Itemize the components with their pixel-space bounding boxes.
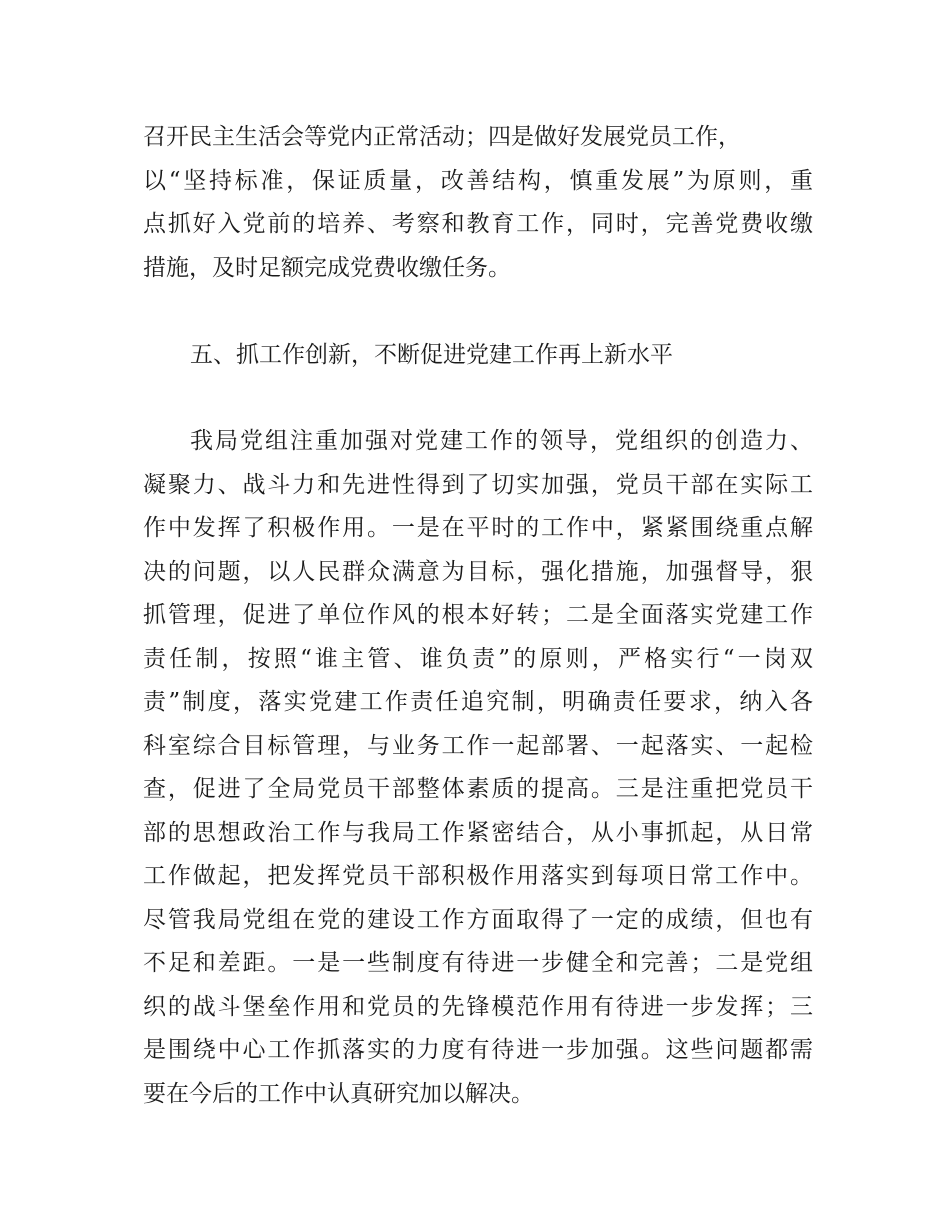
text-line: 部的思想政治工作与我局工作紧密结合，从小事抓起，从日常	[143, 819, 813, 846]
text-line: 工作做起，把发挥党员干部积极作用落实到每项日常工作中。	[143, 863, 813, 889]
text-line: 要在今后的工作中认真研究加以解决。	[143, 1080, 534, 1107]
text-line: 作中发挥了积极作用。一是在平时的工作中，紧紧围绕重点解	[143, 515, 813, 541]
paragraph-work-innovation	[143, 420, 813, 1116]
text-line: 不足和差距。一是一些制度有待进一步健全和完善；二是党组	[143, 950, 813, 976]
text-line: 点抓好入党前的培养、考察和教育工作，同时，完善党费收缴	[143, 211, 813, 237]
text-line: 决的问题，以人民群众满意为目标，强化措施，加强督导，狠	[143, 558, 813, 585]
text-line: 抓管理，促进了单位作风的根本好转；二是全面落实党建工作	[143, 602, 813, 628]
section-heading: 五、抓工作创新，不断促进党建工作再上新水平	[190, 342, 673, 368]
text-line: 织的战斗堡垒作用和党员的先锋模范作用有待进一步发挥；三	[143, 993, 813, 1020]
text-line: 召开民主生活会等党内正常活动；四是做好发展党员工作，	[143, 124, 741, 150]
text-line: 凝聚力、战斗力和先进性得到了切实加强，党员干部在实际工	[143, 471, 813, 498]
text-line: 我局党组注重加强对党建工作的领导，党组织的创造力、	[190, 428, 813, 454]
text-line: 责”制度，落实党建工作责任追究制，明确责任要求，纳入各	[143, 689, 813, 715]
text-line: 查，促进了全局党员干部整体素质的提高。三是注重把党员干	[143, 776, 813, 802]
text-line: 是围绕中心工作抓落实的力度有待进一步加强。这些问题都需	[143, 1037, 813, 1063]
text-line: 尽管我局党组在党的建设工作方面取得了一定的成绩，但也有	[143, 906, 813, 933]
text-line: 责任制，按照“谁主管、谁负责”的原则，严格实行“一岗双	[143, 645, 813, 672]
paragraph-party-activities	[143, 116, 813, 290]
text-line: 以“坚持标准，保证质量，改善结构，慎重发展”为原则，重	[143, 167, 813, 194]
text-line: 措施，及时足额完成党费收缴任务。	[143, 254, 511, 281]
text-line: 科室综合目标管理，与业务工作一起部署、一起落实、一起检	[143, 732, 813, 759]
